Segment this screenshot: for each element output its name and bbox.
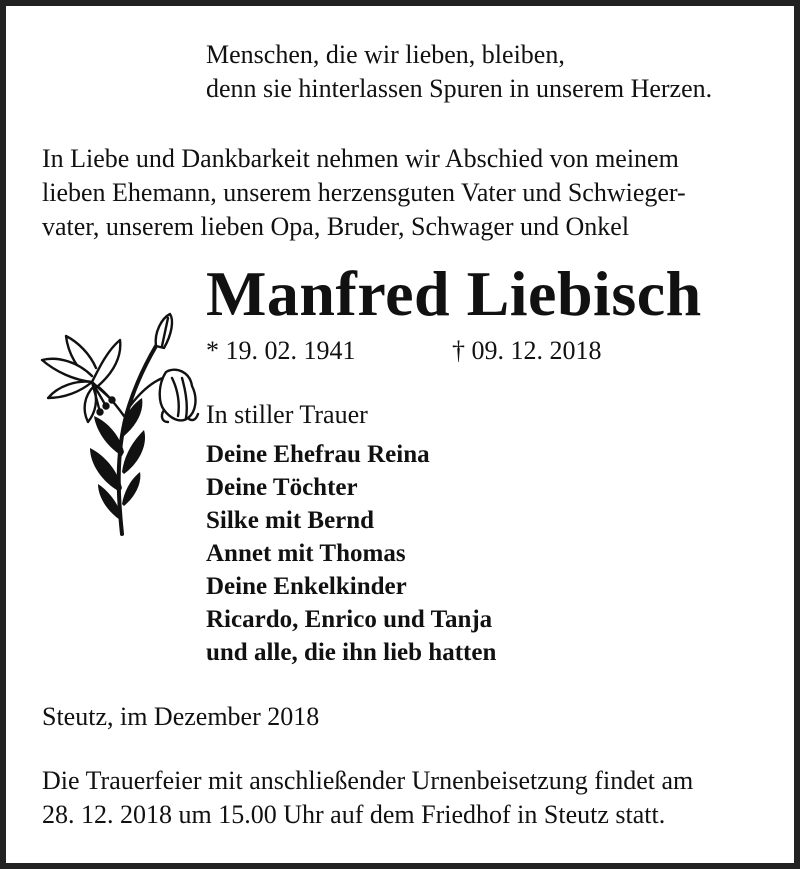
ceremony-line-2: 28. 12. 2018 um 15.00 Uhr auf dem Friedhof in Steutz statt. bbox=[42, 800, 666, 829]
place-date: Steutz, im Dezember 2018 bbox=[42, 702, 320, 731]
family-line-1: Deine Ehefrau Reina bbox=[206, 441, 430, 468]
family-line-6: Ricardo, Enrico und Tanja bbox=[206, 606, 493, 633]
intro-line-3: vater, unserem lieben Opa, Bruder, Schwager und Onkel bbox=[42, 212, 630, 241]
deceased-name: Manfred Liebisch bbox=[206, 258, 702, 329]
family-line-7: und alle, die ihn lieb hatten bbox=[206, 639, 497, 666]
motto-line-1: Menschen, die wir lieben, bleiben, bbox=[206, 40, 565, 69]
lily-flower-icon bbox=[34, 306, 204, 541]
family-line-3: Silke mit Bernd bbox=[206, 507, 375, 534]
mourning-label: In stiller Trauer bbox=[206, 400, 368, 429]
death-date: † 09. 12. 2018 bbox=[452, 336, 602, 365]
intro-line-2: lieben Ehemann, unserem herzensguten Vater und Schwieger- bbox=[42, 178, 686, 207]
birth-date: * 19. 02. 1941 bbox=[206, 336, 356, 365]
family-line-5: Deine Enkelkinder bbox=[206, 573, 407, 600]
family-line-4: Annet mit Thomas bbox=[206, 540, 406, 567]
ceremony-line-1: Die Trauerfeier mit anschließender Urnenbeisetzung findet am bbox=[42, 766, 694, 795]
family-line-2: Deine Töchter bbox=[206, 474, 358, 501]
intro-line-1: In Liebe und Dankbarkeit nehmen wir Abschied von meinem bbox=[42, 144, 679, 173]
motto-line-2: denn sie hinterlassen Spuren in unserem Herzen. bbox=[206, 74, 713, 103]
